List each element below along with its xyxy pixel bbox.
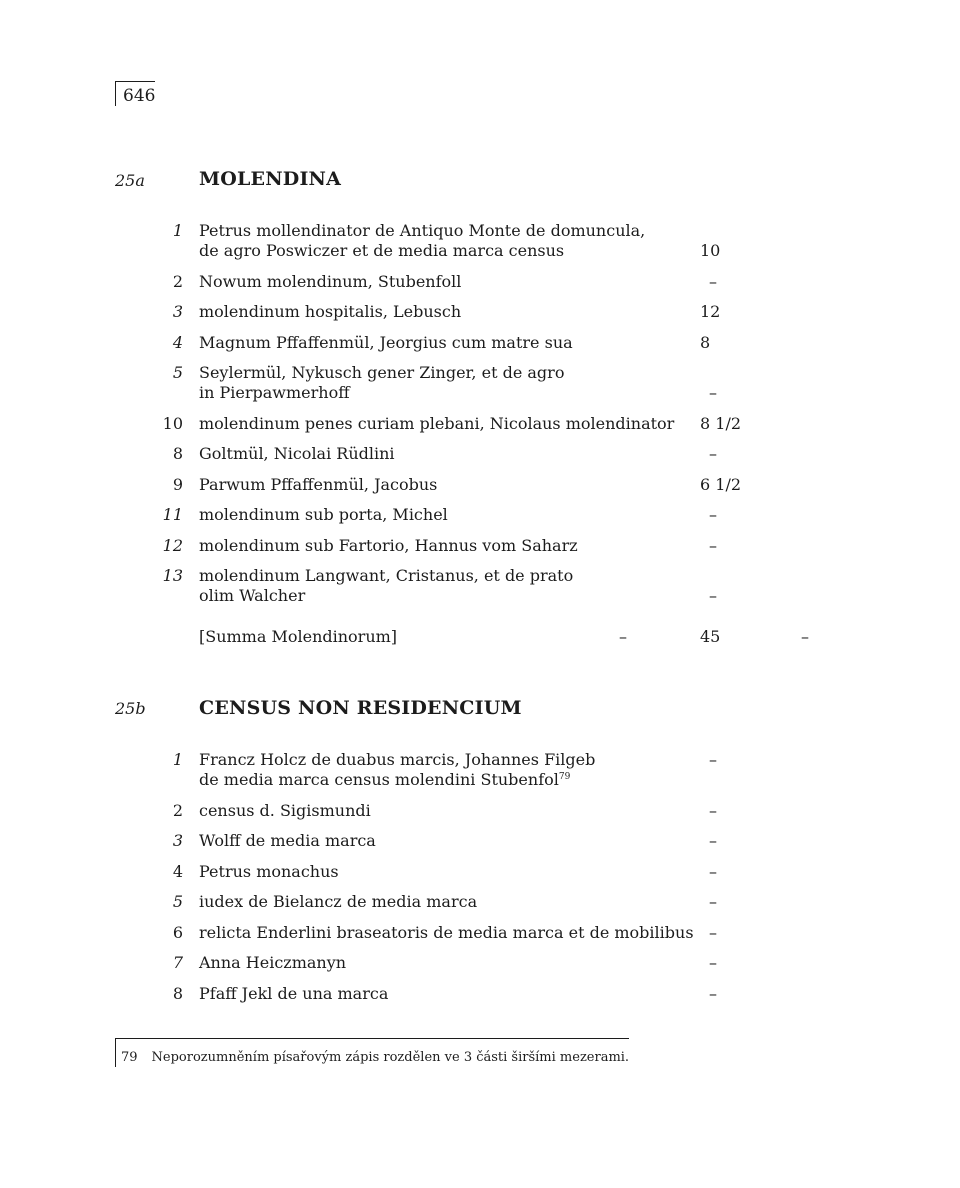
page-number: 646 bbox=[115, 81, 155, 106]
entry-line1: Nowum molendinum, Stubenfoll bbox=[199, 271, 462, 291]
section-b-label: 25b bbox=[115, 699, 146, 718]
entry-text bbox=[199, 750, 595, 790]
entry-text bbox=[199, 444, 395, 464]
entry-text bbox=[199, 272, 461, 292]
entry-number: 6 bbox=[172, 922, 183, 942]
entry-row bbox=[0, 953, 960, 973]
entry-value: – bbox=[709, 861, 717, 881]
entry-line1: Seylermül, Nykusch gener Zinger, et de agro bbox=[199, 363, 565, 382]
entry-value: – bbox=[709, 800, 717, 820]
entry-line1: molendinum hospitalis, Lebusch bbox=[199, 302, 462, 321]
entry-line1: molendinum sub porta, Michel bbox=[199, 505, 448, 524]
entry-text bbox=[199, 566, 573, 606]
entry-text bbox=[199, 923, 694, 943]
entry-value: – bbox=[709, 505, 717, 524]
section-a-label: 25a bbox=[115, 171, 145, 190]
entry-number: 9 bbox=[172, 474, 183, 494]
entry-text bbox=[199, 862, 339, 882]
entry-text bbox=[199, 333, 573, 353]
entry-number: 1 bbox=[172, 750, 183, 769]
entry-number: 5 bbox=[172, 892, 183, 911]
entry-value: – bbox=[709, 922, 717, 942]
entry-text bbox=[199, 363, 564, 403]
section-b-title: CENSUS NON RESIDENCIUM bbox=[199, 697, 522, 719]
entry-line1: molendinum penes curiam plebani, Nicolaus molendinator bbox=[199, 413, 675, 433]
entry-number: 5 bbox=[172, 363, 183, 382]
entry-text bbox=[199, 414, 674, 434]
entry-row bbox=[0, 363, 960, 403]
entry-row bbox=[0, 750, 960, 790]
entry-row bbox=[0, 221, 960, 261]
entry-number: 1 bbox=[172, 221, 183, 240]
entry-line1: Petrus monachus bbox=[199, 861, 339, 881]
entry-row bbox=[0, 414, 960, 434]
entry-number: 13 bbox=[162, 566, 183, 585]
entry-number: 2 bbox=[172, 800, 183, 820]
entry-line2: de agro Poswiczer et de media marca census bbox=[199, 241, 565, 260]
entry-number: 8 bbox=[172, 444, 183, 463]
entry-number: 4 bbox=[172, 861, 183, 881]
entry-text bbox=[199, 221, 645, 261]
entry-number: 10 bbox=[162, 413, 183, 433]
summa-col1: – bbox=[619, 627, 627, 646]
entry-line1: census d. Sigismundi bbox=[199, 800, 371, 820]
footnote-text: Neporozumněním písařovým zápis rozdělen ve 3 části širšími mezerami. bbox=[151, 1050, 630, 1065]
entry-line1: Magnum Pffaffenmül, Jeorgius cum matre sua bbox=[199, 332, 573, 352]
entry-line1: Petrus mollendinator de Antiquo Monte de domuncula, bbox=[199, 221, 646, 240]
entry-value: 8 1/2 bbox=[700, 413, 742, 433]
entry-row bbox=[0, 831, 960, 851]
entry-line1: Anna Heiczmanyn bbox=[199, 953, 347, 972]
entry-value: – bbox=[709, 750, 717, 769]
entry-row bbox=[0, 302, 960, 322]
entry-value: 10 bbox=[700, 241, 721, 260]
entry-row bbox=[0, 475, 960, 495]
entry-line1: Parwum Pffaffenmül, Jacobus bbox=[199, 474, 438, 494]
entry-value: – bbox=[709, 831, 717, 850]
entry-row bbox=[0, 892, 960, 912]
entry-value: 12 bbox=[700, 302, 721, 321]
entry-text bbox=[199, 953, 346, 973]
entry-value: – bbox=[709, 535, 717, 555]
entry-line1: molendinum sub Fartorio, Hannus vom Saharz bbox=[199, 535, 578, 555]
entry-value: – bbox=[709, 444, 717, 463]
entry-row bbox=[0, 923, 960, 943]
footnote-number: 79 bbox=[121, 1050, 138, 1065]
entry-text bbox=[199, 984, 388, 1004]
entry-line2: olim Walcher bbox=[199, 586, 306, 605]
entry-value: – bbox=[709, 953, 717, 972]
entry-row bbox=[0, 333, 960, 353]
entry-value: 8 bbox=[700, 332, 711, 352]
entry-text bbox=[199, 801, 371, 821]
entry-value: – bbox=[709, 271, 717, 291]
footnote-reference: 79 bbox=[558, 772, 571, 782]
entry-line2: in Pierpawmerhoff bbox=[199, 383, 350, 402]
entry-row bbox=[0, 801, 960, 821]
entry-value: – bbox=[709, 892, 717, 911]
entry-number: 7 bbox=[172, 953, 183, 972]
entry-number: 8 bbox=[172, 983, 183, 1003]
entry-line1: relicta Enderlini braseatoris de media marca et de mobilibus bbox=[199, 922, 694, 942]
entry-line1: Goltmül, Nicolai Rüdlini bbox=[199, 444, 395, 463]
entry-text bbox=[199, 892, 477, 912]
entry-value: 6 1/2 bbox=[700, 474, 742, 494]
entry-line1: Francz Holcz de duabus marcis, Johannes Filgeb bbox=[199, 750, 596, 769]
entry-number: 4 bbox=[172, 332, 183, 352]
entry-line1: Pfaff Jekl de una marca bbox=[199, 983, 389, 1003]
summa-total: 45 bbox=[700, 627, 721, 646]
entry-number: 3 bbox=[172, 302, 183, 321]
entry-number: 11 bbox=[162, 505, 183, 524]
entry-row bbox=[0, 984, 960, 1004]
summa-label: [Summa Molendinorum] bbox=[199, 627, 398, 646]
entry-text bbox=[199, 475, 437, 495]
section-a-title: MOLENDINA bbox=[199, 168, 342, 190]
entry-text bbox=[199, 505, 448, 525]
entry-text bbox=[199, 536, 578, 556]
entry-line2: de media marca census molendini Stubenfol bbox=[199, 770, 559, 789]
entry-line1: iudex de Bielancz de media marca bbox=[199, 892, 478, 911]
footnote bbox=[115, 1038, 629, 1067]
entry-value: – bbox=[709, 586, 717, 605]
entry-number: 12 bbox=[162, 535, 183, 555]
entry-number: 2 bbox=[172, 271, 183, 291]
entry-value: – bbox=[709, 383, 717, 402]
entry-row bbox=[0, 505, 960, 525]
entry-text bbox=[199, 302, 461, 322]
entry-row bbox=[0, 566, 960, 606]
entry-row bbox=[0, 536, 960, 556]
entry-line1: molendinum Langwant, Cristanus, et de prato bbox=[199, 566, 574, 585]
summa-col3: – bbox=[801, 627, 809, 646]
entry-number: 3 bbox=[172, 831, 183, 850]
entry-text bbox=[199, 831, 376, 851]
entry-row bbox=[0, 862, 960, 882]
entry-row bbox=[0, 272, 960, 292]
entry-line1: Wolff de media marca bbox=[199, 831, 376, 850]
entry-row bbox=[0, 444, 960, 464]
entry-value: – bbox=[709, 983, 717, 1003]
